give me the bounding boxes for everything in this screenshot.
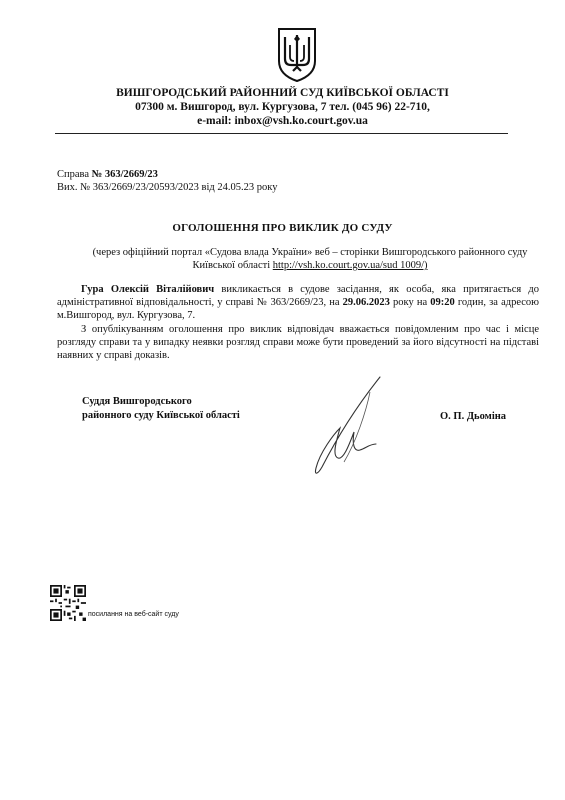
hearing-time: 09:20 [430, 297, 455, 308]
portal-reference [80, 246, 540, 272]
defendant-name: Гура Олексій Віталійович [81, 284, 215, 295]
judge-title [82, 395, 240, 423]
notification-paragraph [57, 323, 539, 362]
portal-text: (через офіційний портал «Судова влада України» веб – сторінки Вишгородського районного суду Київської області [92, 247, 528, 271]
case-label: Справа [57, 169, 90, 180]
handwritten-signature-icon [300, 372, 390, 482]
court-address: 07300 м. Вишгород, вул. Кургузова, 7 тел. (045 96) 22-710, [135, 101, 430, 113]
judge-name: О. П. Дьоміна [440, 411, 507, 422]
court-name: ВИШГОРОДСЬКИЙ РАЙОННИЙ СУД КИЇВСЬКОЇ ОБЛАСТІ [116, 87, 449, 99]
trident-coat-of-arms-icon [276, 27, 318, 83]
case-number-line [57, 168, 158, 181]
qr-caption: посилання на веб-сайт суду [88, 611, 179, 618]
hearing-date: 29.06.2023 [342, 297, 390, 308]
case-number: № 363/2669/23 [91, 169, 158, 180]
notification-text: З опублікуванням оголошення про виклик відповідач вважається повідомленим про час і місце розгляду справи та у випадку неявки розгляд справи може бути проведений за його відсутності на підставі наявних у справі доказів. [57, 324, 539, 361]
judge-title-line2: районного суду Київської області [82, 410, 240, 421]
qr-code-icon[interactable] [50, 585, 86, 621]
portal-link[interactable]: http://vsh.ko.court.gov.ua/sud 1009/) [272, 260, 428, 271]
summons-text-b: року на [389, 297, 431, 308]
summons-text-a: викликається в судове засідання, як особа, яка притягається до адміністративної відповідальності, у справі № 363/2669/23, на [57, 284, 539, 308]
summons-text-c: годин, за адресою м.Вишгород, вул. Кургузова, 7. [57, 297, 540, 321]
summons-paragraph [57, 283, 539, 322]
notice-title: ОГОЛОШЕННЯ ПРО ВИКЛИК ДО СУДУ [172, 222, 393, 234]
outgoing-number: Вих. № 363/2669/23/20593/2023 від 24.05.23 року [57, 182, 278, 193]
header-divider [55, 133, 508, 134]
judge-title-line1: Суддя Вишгородського [82, 396, 192, 407]
court-email: e-mail: inbox@vsh.ko.court.gov.ua [197, 115, 368, 127]
